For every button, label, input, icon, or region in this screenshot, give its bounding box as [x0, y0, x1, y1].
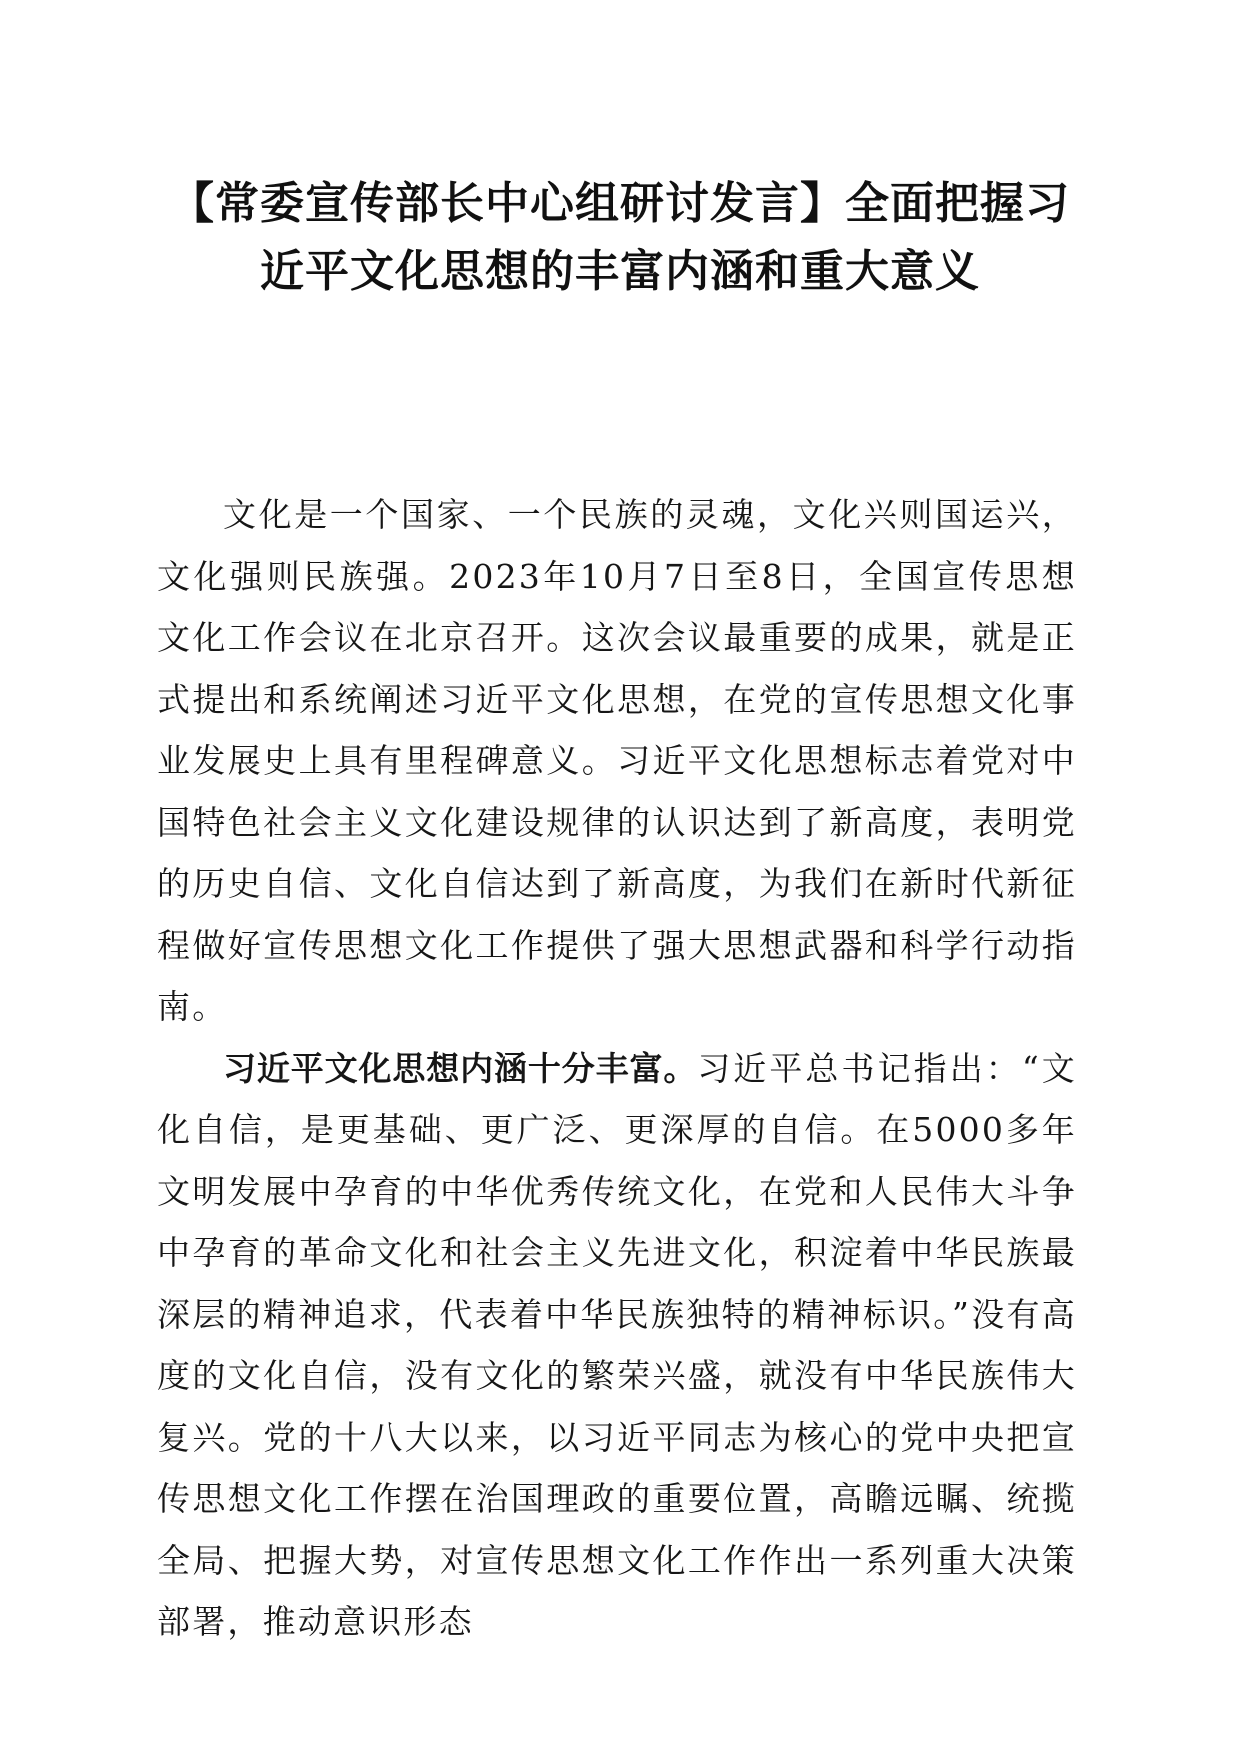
title-line-1: 【常委宣传部长中心组研讨发言】全面把握习 [170, 178, 1070, 229]
document-body [157, 484, 1077, 1653]
paragraph-2 [157, 1038, 1077, 1653]
paragraph-2-lead: 习近平文化思想内涵十分丰富。 [223, 1048, 698, 1088]
paragraph-1 [157, 484, 1077, 1038]
document-title [150, 170, 1090, 306]
title-line-2: 近平文化思想的丰富内涵和重大意义 [260, 246, 980, 297]
paragraph-1-text: 文化是一个国家、一个民族的灵魂，文化兴则国运兴，文化强则民族强。2023年10月7日至8日，全国宣传思想文化工作会议在北京召开。这次会议最重要的成果，就是正式提出和系统阐述习近平文化思想，在党的宣传思想文化事业发展史上具有里程碑意义。习近平文化思想标志着党对中国特色社会主义文化建设规律的认识达到了新高度，表明党的历史自信、文化自信达到了新高度，为我们在新时代新征程做好宣传思想文化工作提供了强大思想武器和科学行动指南。 [157, 495, 1077, 1026]
paragraph-2-text: 习近平总书记指出：“文化自信，是更基础、更广泛、更深厚的自信。在5000多年文明发展中孕育的中华优秀传统文化，在党和人民伟大斗争中孕育的革命文化和社会主义先进文化，积淀着中华民族最深层的精神追求，代表着中华民族独特的精神标识。”没有高度的文化自信，没有文化的繁荣兴盛，就没有中华民族伟大复兴。党的十八大以来，以习近平同志为核心的党中央把宣传思想文化工作摆在治国理政的重要位置，高瞻远瞩、统揽全局、把握大势，对宣传思想文化工作作出一系列重大决策部署，推动意识形态 [157, 1048, 1078, 1641]
